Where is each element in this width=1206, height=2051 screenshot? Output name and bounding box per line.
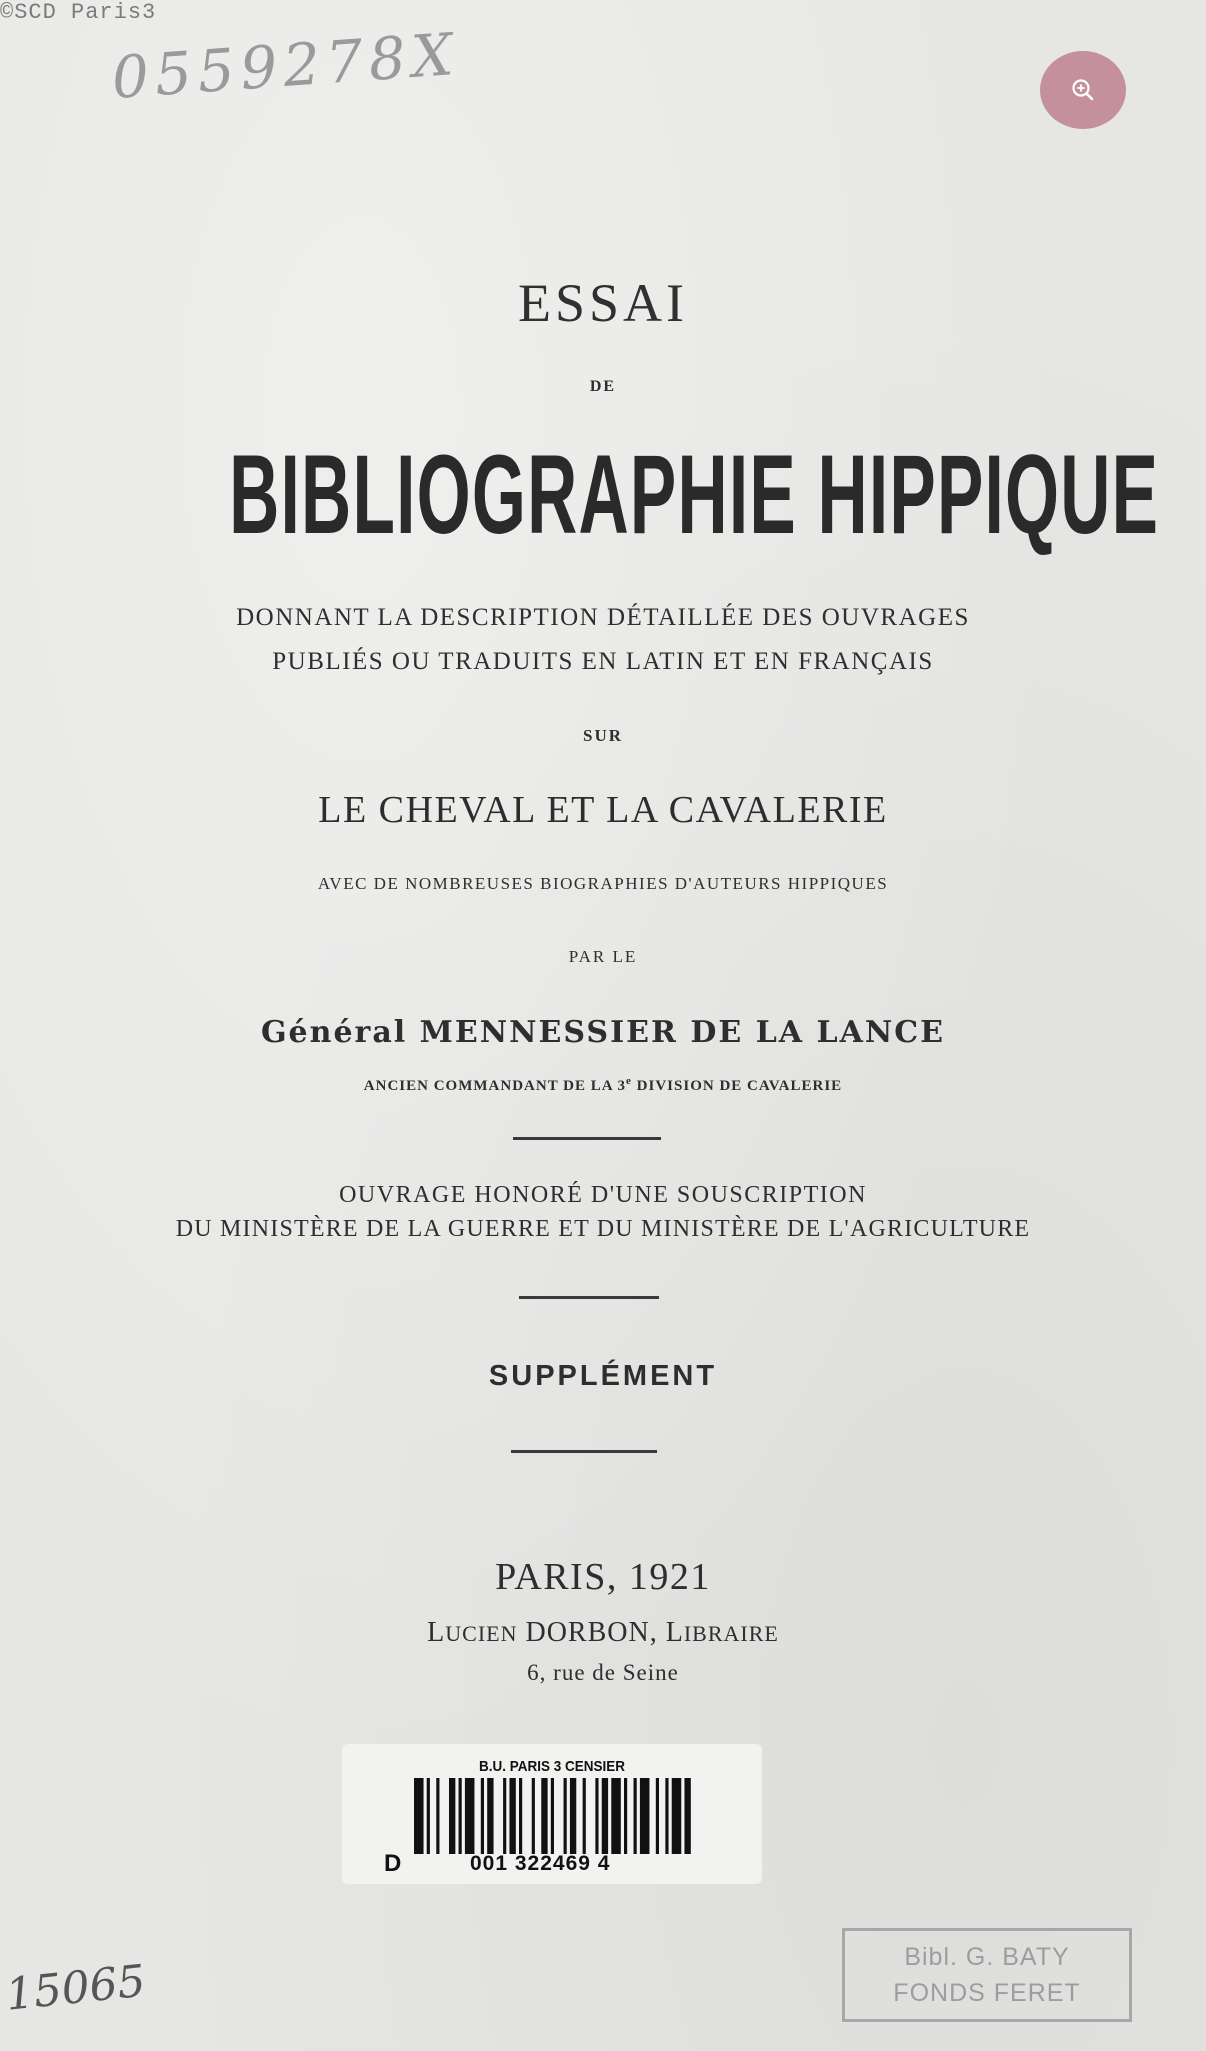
author-name: MENNESSIER DE LA LANCE <box>419 1015 946 1050</box>
publisher-address: 6, rue de Seine <box>527 1660 679 1685</box>
main-title: BIBLIOGRAPHIE HIPPIQUE <box>229 432 1160 557</box>
barcode-bar <box>519 1778 522 1854</box>
barcode-prefix: D <box>384 1850 402 1877</box>
barcode-bar <box>427 1778 430 1854</box>
barcode-bar <box>656 1778 659 1854</box>
barcode-bar <box>640 1778 650 1854</box>
author-line <box>0 1015 1206 1050</box>
divider-3 <box>511 1450 657 1453</box>
publisher-role-initial: L <box>665 1617 684 1648</box>
author-title <box>0 1075 1206 1095</box>
author-title-suffix: DIVISION DE CAVALERIE <box>636 1078 843 1094</box>
author-title-prefix: ANCIEN COMMANDANT DE LA 3 <box>363 1078 627 1094</box>
barcode-bar <box>509 1778 515 1854</box>
divider-2 <box>519 1296 659 1299</box>
barcode-bar <box>624 1778 627 1854</box>
barcode-bar <box>503 1778 506 1854</box>
subtitle-line-2: PUBLIÉS OU TRADUITS EN LATIN ET EN FRANÇAIS <box>272 648 934 675</box>
divider-1 <box>513 1137 661 1140</box>
barcode-bar <box>436 1778 439 1854</box>
barcode-bar <box>564 1778 567 1854</box>
library-stamp <box>842 1928 1132 2022</box>
zoom-in-icon <box>1070 77 1096 103</box>
barcode-bar <box>541 1778 547 1854</box>
supplement-heading: SUPPLÉMENT <box>488 1360 718 1392</box>
publisher-line <box>0 1617 1206 1649</box>
copyright-watermark: ©SCD Paris3 <box>0 0 157 25</box>
publisher-role-rest: IBRAIRE <box>683 1621 779 1646</box>
barcode-bar <box>551 1778 554 1854</box>
subtitle-sur: SUR <box>582 726 623 745</box>
zoom-button[interactable] <box>1040 51 1126 129</box>
barcode-bar <box>487 1778 493 1854</box>
publisher-first-rest: UCIEN <box>445 1621 518 1646</box>
barcode-bar <box>684 1778 690 1854</box>
barcode-bar <box>672 1778 682 1854</box>
barcode-bar <box>583 1778 586 1854</box>
barcode-bar <box>532 1778 535 1854</box>
title-de: DE <box>589 378 617 395</box>
city-year: PARIS, 1921 <box>495 1556 711 1598</box>
barcode-bar <box>465 1778 475 1854</box>
honor-line-1: OUVRAGE HONORÉ D'UNE SOUSCRIPTION <box>339 1182 867 1208</box>
barcode-library: B.U. PARIS 3 CENSIER <box>478 1758 626 1775</box>
stamp-line-2: FONDS FERET <box>893 1979 1081 2007</box>
honor-line-2: DU MINISTÈRE DE LA GUERRE ET DU MINISTÈRE DE L'AGRICULTURE <box>175 1216 1031 1242</box>
subject-title: LE CHEVAL ET LA CAVALERIE <box>318 789 888 831</box>
handwritten-shelf-number: 0559278X <box>109 19 462 112</box>
handwritten-call-number: 15065 <box>3 1955 148 2021</box>
publisher-first-initial: L <box>427 1617 446 1648</box>
barcode-bar <box>481 1778 484 1854</box>
barcode-bar <box>611 1778 621 1854</box>
author-title-sup: e <box>626 1075 632 1087</box>
barcode-bar <box>449 1778 455 1854</box>
barcode-bar <box>459 1778 462 1854</box>
subtitle-line-1: DONNANT LA DESCRIPTION DÉTAILLÉE DES OUVRAGES <box>236 604 970 631</box>
barcode-label <box>342 1744 762 1884</box>
barcode-bar <box>602 1778 608 1854</box>
barcode-number: 001 322469 4 <box>470 1852 611 1875</box>
biographies-line: AVEC DE NOMBREUSES BIOGRAPHIES D'AUTEURS HIPPIQUES <box>317 874 889 893</box>
par-le: PAR LE <box>568 947 638 966</box>
stamp-line-1: Bibl. G. BATY <box>904 1943 1070 1971</box>
barcode-bar <box>414 1778 424 1854</box>
title-essai: ESSAI <box>517 273 689 333</box>
barcode-bar <box>634 1778 637 1854</box>
barcode-bar <box>570 1778 576 1854</box>
barcode-bar <box>595 1778 598 1854</box>
publisher-last: DORBON, <box>525 1617 658 1648</box>
barcode-bars <box>414 1778 694 1854</box>
barcode-bar <box>665 1778 668 1854</box>
author-rank: Général <box>260 1015 408 1050</box>
